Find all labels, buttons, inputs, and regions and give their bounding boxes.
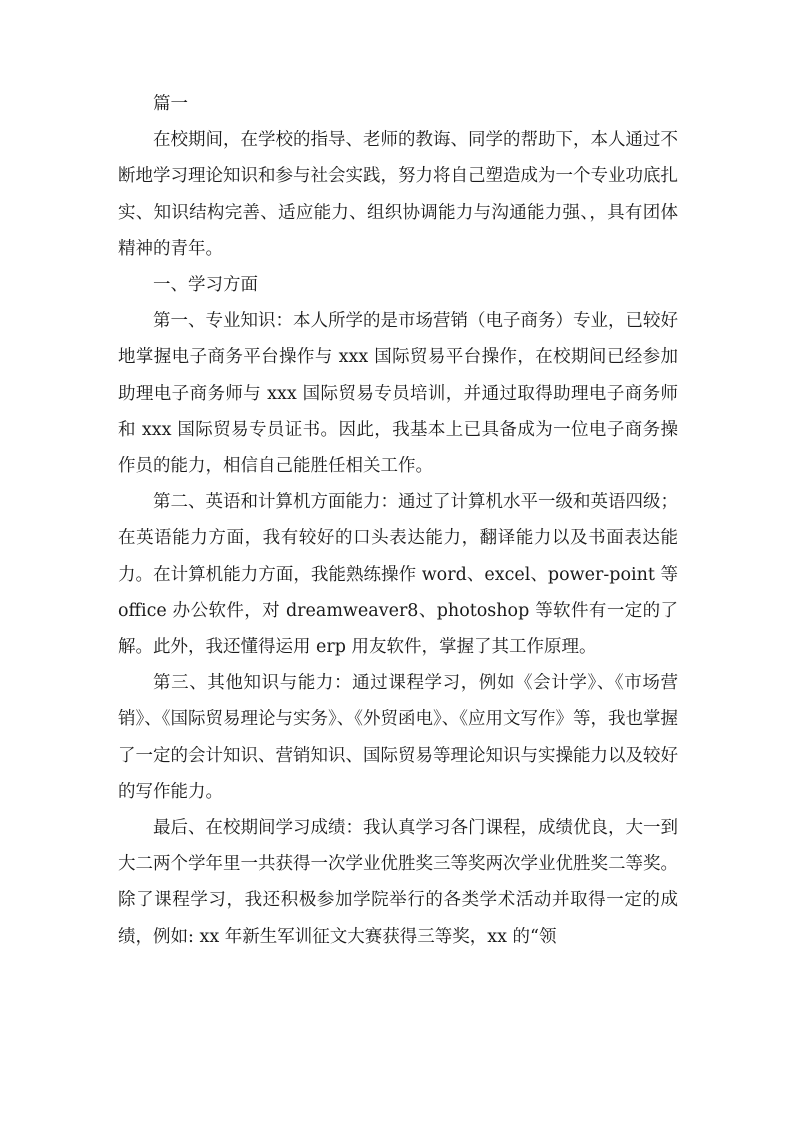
paragraph-professional-knowledge: 第一、专业知识：本人所学的是市场营销（电子商务）专业，已较好地掌握电子商务平台操作与 xxx 国际贸易平台操作，在校期间已经参加助理电子商务师与 xxx 国际贸易专员培训，并通过取得助理电子商务师和 xxx 国际贸易专员证书。因此，我基本上已具备成为一位电子商务操作员的能力，相信自己能胜任相关工作。 xyxy=(118,311,678,477)
document-page xyxy=(118,86,678,955)
document-heading: 篇一 xyxy=(153,94,188,114)
paragraph-other-knowledge: 第三、其他知识与能力：通过课程学习，例如《会计学》、《市场营销》、《国际贸易理论与实务》、《外贸函电》、《应用文写作》等，我也掌握了一定的会计知识、营销知识、国际贸易等理论知识与实操能力以及较好的写作能力。 xyxy=(118,673,678,802)
intro-paragraph: 在校期间，在学校的指导、老师的教诲、同学的帮助下，本人通过不断地学习理论知识和参与社会实践，努力将自己塑造成为一个专业功底扎实、知识结构完善、适应能力、组织协调能力与沟通能力强、，具有团体精神的青年。 xyxy=(118,130,678,259)
paragraph-english-computer: 第二、英语和计算机方面能力：通过了计算机水平一级和英语四级；在英语能力方面，我有较好的口头表达能力，翻译能力以及书面表达能力。在计算机能力方面，我能熟练操作 word、excel、power-point 等 office 办公软件，对 dreamweaver8、photoshop 等软件有一定的了解。此外，我还懂得运用 erp 用友软件，掌握了其工作原理。 xyxy=(118,492,678,658)
paragraph-academic-results: 最后、在校期间学习成绩：我认真学习各门课程，成绩优良，大一到大二两个学年里一共获得一次学业优胜奖三等奖两次学业优胜奖二等奖。除了课程学习，我还积极参加学院举行的各类学术活动并取得一定的成绩，例如: xx 年新生军训征文大赛获得三等奖，xx 的“领 xyxy=(118,818,678,947)
section-title: 一、学习方面 xyxy=(153,275,258,296)
